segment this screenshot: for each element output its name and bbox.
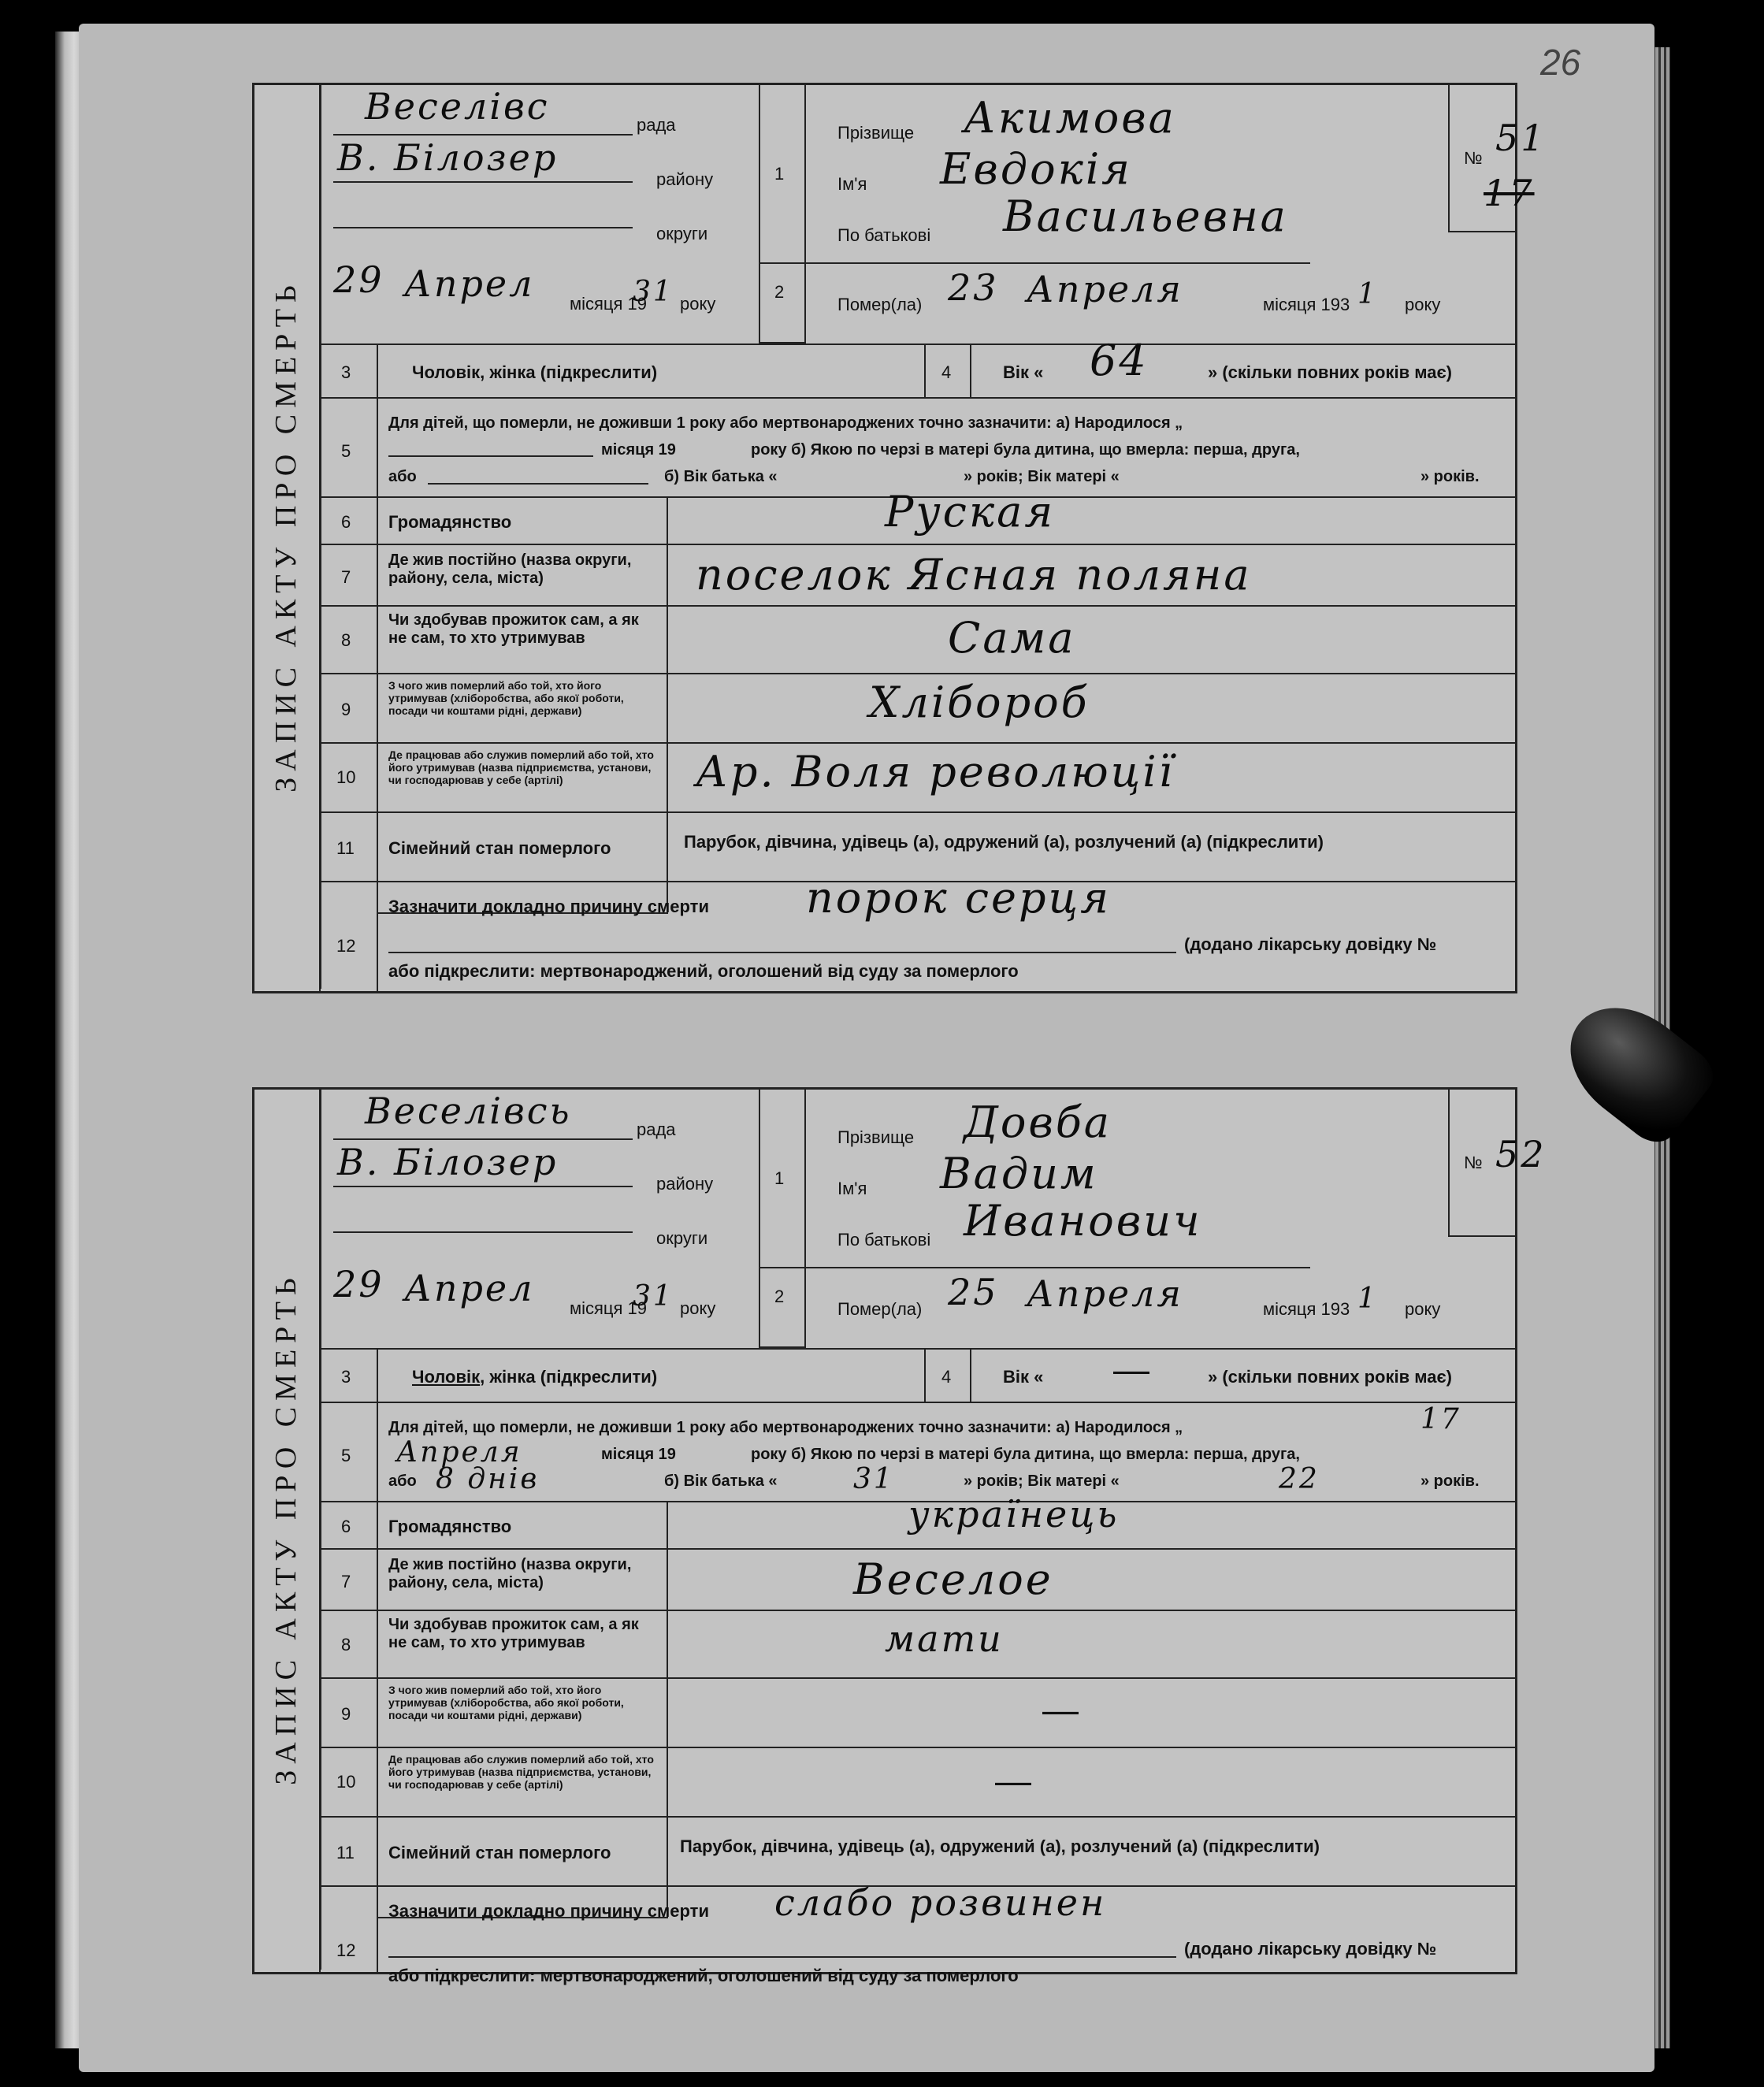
label-vik-open: Вік « — [1003, 362, 1044, 382]
label-death-misyatsya: місяця 193 — [1263, 295, 1350, 314]
side-title: ЗАПИС АКТУ ПРО СМЕРТЬ — [252, 83, 321, 989]
label-row11-options: Парубок, дівчина, удівець (а), одружений (а), розлучений (а) (підкреслити) — [680, 1836, 1320, 1856]
age: 64 — [1090, 336, 1149, 385]
label-sex: Чоловік, жінка (підкреслити) — [412, 362, 658, 382]
record-number: 52 — [1495, 1133, 1547, 1175]
label-row7: Де жив постійно (назва округи, району, села, міста) — [388, 1556, 632, 1591]
label-rada: рада — [637, 115, 676, 135]
name: Евдокія — [940, 144, 1132, 194]
label-surname: Прізвище — [837, 1127, 915, 1147]
record-number-old: 17 — [1484, 172, 1535, 214]
death-year: 1 — [1357, 278, 1378, 310]
label-okruha: округи — [656, 224, 708, 243]
label-row11: Сімейний стан померлого — [388, 838, 611, 858]
label-children-3d: » років. — [1420, 468, 1480, 485]
label-reg-roku: року — [680, 294, 716, 314]
label-rayon: району — [656, 169, 714, 189]
workplace: — — [995, 1760, 1031, 1801]
child-born-day: 17 — [1420, 1403, 1461, 1435]
label-children-2b: року б) Якою по черзі в матері була дитина, що вмерла: перша, друга, — [751, 441, 1300, 459]
handwritten-rada: Веселівс — [365, 85, 550, 128]
death-day: 25 — [948, 1271, 999, 1313]
reg-year: 31 — [633, 1280, 674, 1313]
label-row9: З чого жив померлий або той, хто його утримував (хліборобства, або якої роботи, посади чи коштами рідні, держави) — [388, 679, 624, 717]
citizenship: Руская — [885, 487, 1056, 537]
patronymic: Васильевна — [1003, 191, 1288, 241]
label-children-3d: » років. — [1420, 1472, 1480, 1490]
residence: Веселое — [853, 1554, 1053, 1604]
label-vik-open: Вік « — [1003, 1367, 1044, 1387]
reg-day: 29 — [333, 1263, 384, 1305]
label-row9: З чого жив померлий або той, хто його утримував (хліборобства, або якої роботи, посади чи коштами рідні, держави) — [388, 1684, 624, 1721]
label-children-2a: місяця 19 — [601, 441, 676, 459]
label-children-2a: місяця 19 — [601, 1446, 676, 1463]
reg-day: 29 — [333, 258, 384, 301]
label-name: Ім'я — [837, 1179, 867, 1198]
death-year: 1 — [1357, 1283, 1378, 1315]
age: — — [1113, 1349, 1149, 1390]
label-children-3a: або — [388, 1472, 417, 1490]
cause: слабо розвинен — [774, 1881, 1107, 1924]
mother-age: 22 — [1279, 1463, 1320, 1495]
reg-month: Апрел — [404, 1267, 535, 1309]
name: Вадим — [940, 1149, 1098, 1198]
label-pomer: Помер(ла) — [837, 295, 923, 314]
residence: поселок Ясная поляна — [696, 550, 1252, 600]
label-children-3b: б) Вік батька « — [664, 1472, 778, 1490]
surname: Довба — [964, 1097, 1112, 1147]
label-row8: Чи здобував прожиток сам, а як не сам, то хто утримував — [388, 1616, 639, 1651]
label-no: № — [1464, 148, 1483, 168]
label-row12c: або підкреслити: мертвонароджений, оголошений від суду за померлого — [388, 1966, 1019, 1985]
label-okruha: округи — [656, 1228, 708, 1248]
label-children-3c: » років; Вік матері « — [964, 468, 1120, 485]
death-record-52: ЗАПИС АКТУ ПРО СМЕРТЬ Веселівсь рада В. Білозер району округи 29 Апрел місяця 19 31 року 1 2 Прізвище Довба Ім'я Вадим По батькові Иванович Помер(ла) 25 Апреля місяця 193 1 року № 52 3 Чоловік, жінка (підкреслити) 4 Вік « — » (скільки повних років має) 5 Для дітей, що померли, не доживши 1 року або мертвонароджених точно зазначити: а) Народилося „ 17 Апреля місяця 19 року б) Якою по черзі в матері була дитина, що вмерла: перша, друга, або 8 днів б) Вік батька « 31 » років; Вік матері « 22 » років. 6 Громадянство українець 7 Де жив постійно (назва округи, району, села, міста) Веселое 8 Чи здобував прожиток сам, а як не сам, то хто утримував мати 9 З чого жив померлий або той, хто його утримував (хліборобства, або якої роботи, посади чи коштами рідні, держави) — 10 Де працював або служив померлий або той, хто його утримував (назва підприємства, установи, чи господарював у себе (артілі) — 11 Сімейний стан померлого Парубок, дівчина, удівець (а), одружений (а), розлучений (а) (підкреслити) 12 Зазначити докладно причину смерти слабо розвинен (додано лікарську довідку № або підкреслити: мертвонароджений, оголошений від суду за померлого — [252, 1087, 1517, 1974]
label-row10: Де працював або служив померлий або той, хто його утримував (назва підприємства, установи, чи господарював у себе (артілі) — [388, 748, 654, 786]
label-row11-options: Парубок, дівчина, удівець (а), одружений (а), розлучений (а) (підкреслити) — [684, 832, 1324, 852]
label-reg-roku: року — [680, 1298, 716, 1318]
death-day: 23 — [948, 266, 999, 309]
support: мати — [885, 1617, 1004, 1660]
label-death-roku: року — [1405, 1299, 1441, 1319]
reg-month: Апрел — [404, 262, 535, 305]
label-reg-misyatsya: місяця 19 — [570, 1298, 648, 1318]
death-month: Апреля — [1027, 1272, 1183, 1315]
label-reg-misyatsya: місяця 19 — [570, 294, 648, 314]
label-children-3b: б) Вік батька « — [664, 468, 778, 485]
label-vik-close: » (скільки повних років має) — [1208, 1367, 1452, 1387]
label-patronymic: По батькові — [837, 1230, 931, 1250]
death-month: Апреля — [1027, 268, 1183, 310]
death-record-51: ЗАПИС АКТУ ПРО СМЕРТЬ Веселівс рада В. Білозер району округи 29 Апрел місяця 19 31 року 1 2 Прізвище Акимова Ім'я Евдокія По батькові Васильевна Помер(ла) 23 Апреля місяця 193 1 року № 51 17 3 Чоловік, жінка (підкреслити) 4 Вік « 64 » (скільки повних років має) 5 Для дітей, що померли, не доживши 1 року або мертвонароджених точно зазначити: а) Народилося „ місяця 19 року б) Якою по черзі в матері була дитина, що вмерла: перша, друга, або б) Вік батька « » років; Вік матері « » років. 6 Громадянство Руская 7 Де жив постійно (назва округи, району, села, міста) поселок Ясная поляна 8 Чи здобував прожиток сам, а як не сам, то хто утримував Сама 9 З чого жив померлий або той, хто його утримував (хліборобства, або якої роботи, посади чи коштами рідні, держави) Хлібороб 10 Де працював або служив померлий або той, хто його утримував (назва підприємства, установи, чи господарював у себе (артілі) Ар. Воля революції 11 Сімейний стан померлого Парубок, дівчина, удівець (а), одружений (а), розлучений (а) (підкреслити) 12 Зазначити докладно причину смерти порок серця (додано лікарську довідку № або підкреслити: мертвонароджений, оголошений від суду за померлого — [252, 83, 1517, 993]
label-no: № — [1464, 1153, 1483, 1172]
page-number: 26 — [1540, 42, 1581, 83]
child-age: 8 днів — [436, 1463, 540, 1495]
support: Сама — [948, 613, 1076, 663]
label-row8: Чи здобував прожиток сам, а як не сам, то хто утримував — [388, 611, 639, 647]
label-row12c: або підкреслити: мертвонароджений, оголошений від суду за померлого — [388, 961, 1019, 981]
label-row6: Громадянство — [388, 512, 512, 532]
label-name: Ім'я — [837, 174, 867, 194]
label-children-3c: » років; Вік матері « — [964, 1472, 1120, 1490]
label-surname: Прізвище — [837, 123, 915, 143]
label-row10: Де працював або служив померлий або той, хто його утримував (назва підприємства, установи, чи господарював у себе (артілі) — [388, 1753, 654, 1791]
label-sex: Чоловік, жінка (підкреслити) — [412, 1367, 658, 1387]
label-row7: Де жив постійно (назва округи, району, села, міста) — [388, 551, 632, 587]
record-number: 51 — [1495, 117, 1547, 159]
label-row12a: Зазначити докладно причину смерти — [388, 897, 709, 916]
label-children-1: Для дітей, що померли, не доживши 1 року або мертвонароджених точно зазначити: а) Народилося „ — [388, 414, 1183, 432]
livelihood: — — [1042, 1689, 1079, 1730]
label-row12a: Зазначити докладно причину смерти — [388, 1901, 709, 1921]
reg-year: 31 — [633, 276, 674, 308]
surname: Акимова — [964, 93, 1176, 143]
child-born-month: Апреля — [396, 1436, 522, 1469]
label-row11: Сімейний стан померлого — [388, 1843, 611, 1862]
label-patronymic: По батькові — [837, 225, 931, 245]
side-title: ЗАПИС АКТУ ПРО СМЕРТЬ — [252, 1087, 321, 1970]
label-vik-close: » (скільки повних років має) — [1208, 362, 1452, 382]
handwritten-rayon: В. Білозер — [337, 1141, 559, 1183]
label-row6: Громадянство — [388, 1517, 512, 1536]
patronymic: Иванович — [964, 1196, 1202, 1246]
label-row12b: (додано лікарську довідку № — [1184, 934, 1437, 954]
handwritten-rada: Веселівсь — [365, 1090, 572, 1132]
handwritten-rayon: В. Білозер — [337, 136, 559, 179]
label-row12b: (додано лікарську довідку № — [1184, 1939, 1437, 1959]
label-rayon: району — [656, 1174, 714, 1194]
livelihood: Хлібороб — [869, 678, 1090, 727]
citizenship: українець — [908, 1493, 1120, 1536]
label-death-misyatsya: місяця 193 — [1263, 1299, 1350, 1319]
label-children-3a: або — [388, 468, 417, 485]
label-children-1: Для дітей, що померли, не доживши 1 року або мертвонароджених точно зазначити: а) Народилося „ — [388, 1419, 1183, 1436]
father-age: 31 — [853, 1463, 894, 1495]
label-children-2b: року б) Якою по черзі в матері була дитина, що вмерла: перша, друга, — [751, 1446, 1300, 1463]
label-rada: рада — [637, 1120, 676, 1139]
cause: порок серця — [806, 873, 1111, 923]
label-death-roku: року — [1405, 295, 1441, 314]
workplace: Ар. Воля революції — [696, 747, 1175, 797]
label-pomer: Помер(ла) — [837, 1299, 923, 1319]
